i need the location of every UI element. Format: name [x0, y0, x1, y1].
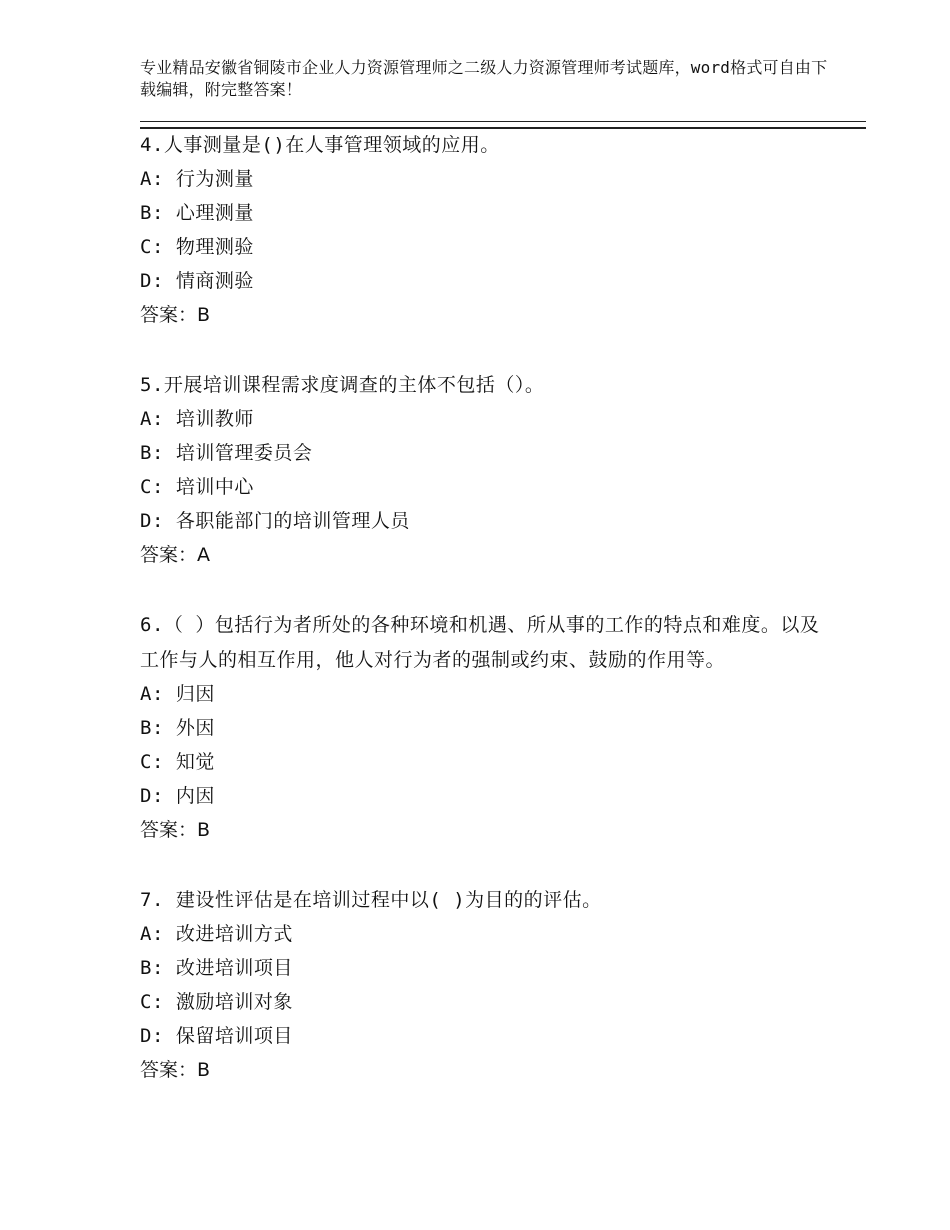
- document-header: [140, 57, 830, 101]
- question-block: [140, 883, 830, 1087]
- question-block: [140, 608, 830, 847]
- option-c: C: 知觉: [140, 751, 215, 773]
- option-a: A: 归因: [140, 683, 215, 705]
- question-stem: 7. 建设性评估是在培训过程中以( )为目的的评估。: [140, 889, 602, 911]
- option-b: B: 心理测量: [140, 202, 254, 224]
- answer-label: 答案：B: [140, 819, 211, 841]
- spacer: [140, 572, 830, 608]
- option-d: D: 情商测验: [140, 270, 254, 292]
- spacer: [140, 332, 830, 368]
- spacer: [140, 847, 830, 883]
- option-d: D: 保留培训项目: [140, 1025, 293, 1047]
- question-block: [140, 368, 830, 572]
- option-a: A: 改进培训方式: [140, 923, 293, 945]
- option-c: C: 物理测验: [140, 236, 254, 258]
- header-text: 专业精品安徽省铜陵市企业人力资源管理师之二级人力资源管理师考试题库，word格式可自由下载编辑，附完整答案！: [140, 58, 828, 99]
- option-d: D: 内因: [140, 785, 215, 807]
- question-stem: 6.（ ）包括行为者所处的各种环境和机遇、所从事的工作的特点和难度。以及工作与人的相互作用，他人对行为者的强制或约束、鼓励的作用等。: [140, 614, 820, 671]
- option-c: C: 培训中心: [140, 476, 254, 498]
- question-block: [140, 128, 830, 332]
- question-stem: 4.人事测量是()在人事管理领域的应用。: [140, 134, 500, 156]
- option-b: B: 外因: [140, 717, 215, 739]
- option-b: B: 培训管理委员会: [140, 442, 313, 464]
- answer-label: 答案：B: [140, 304, 211, 326]
- option-a: A: 行为测量: [140, 168, 254, 190]
- answer-label: 答案：A: [140, 544, 210, 566]
- option-a: A: 培训教师: [140, 408, 254, 430]
- question-stem: 5.开展培训课程需求度调查的主体不包括（）。: [140, 374, 545, 396]
- option-b: B: 改进培训项目: [140, 957, 293, 979]
- question-list: [140, 128, 830, 1087]
- answer-label: 答案：B: [140, 1059, 211, 1081]
- option-d: D: 各职能部门的培训管理人员: [140, 510, 410, 532]
- option-c: C: 激励培训对象: [140, 991, 293, 1013]
